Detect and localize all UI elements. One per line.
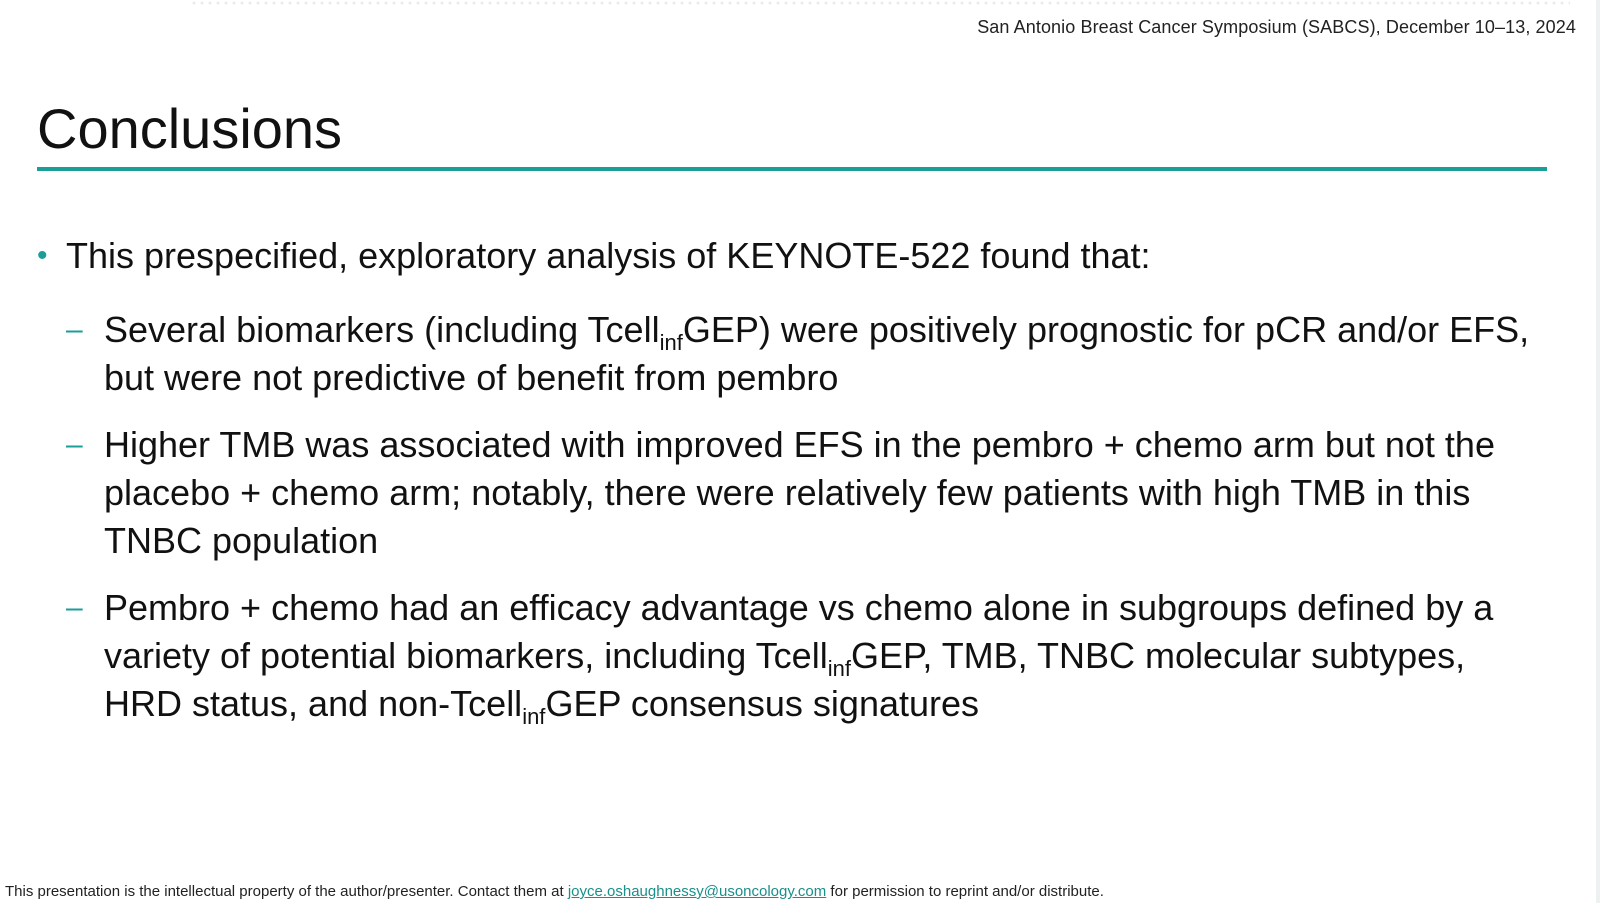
dash-icon: –	[66, 313, 83, 346]
contact-email-link[interactable]: joyce.oshaughnessy@usoncology.com	[567, 883, 827, 900]
sub-bullet-1-text-b: GEP) were positively prognostic for pCR and/or EFS, but were not predictive of benefit from pembro	[104, 309, 1530, 398]
dash-icon: –	[66, 428, 83, 461]
subscript-inf: inf	[827, 656, 851, 681]
sub-bullet-1	[66, 306, 1547, 402]
title-divider	[37, 167, 1547, 171]
sub-bullet-3-text-b: GEP, TMB, TNBC molecular subtypes, HRD status, and non-Tcell	[104, 635, 1466, 724]
dash-icon: –	[66, 591, 83, 624]
sub-bullet-3-text-a: Pembro + chemo had an efficacy advantage vs chemo alone in subgroups defined by a variety of potential biomarkers, including Tcell	[104, 587, 1494, 676]
slide-title: Conclusions	[37, 97, 343, 160]
top-dotted-border	[190, 0, 1570, 6]
conference-label: San Antonio Breast Cancer Symposium (SABCS), December 10–13, 2024	[977, 17, 1576, 37]
sub-bullet-3-text-c: GEP consensus signatures	[545, 683, 980, 724]
right-edge-border	[1596, 0, 1600, 903]
sub-bullet-3-text	[104, 584, 1547, 728]
footer-notice	[5, 883, 1104, 900]
bullet-dot-icon: •	[37, 239, 48, 272]
subscript-inf: inf	[522, 704, 546, 729]
subscript-inf: inf	[659, 330, 683, 355]
main-bullet-text: This prespecified, exploratory analysis of KEYNOTE-522 found that:	[66, 235, 1151, 276]
sub-bullet-1-text-a: Several biomarkers (including Tcell	[104, 309, 660, 350]
sub-bullet-2	[66, 421, 1547, 565]
footer-text-after: for permission to reprint and/or distribute.	[826, 883, 1104, 900]
sub-bullet-1-text	[104, 306, 1547, 402]
sub-bullet-2-text: Higher TMB was associated with improved EFS in the pembro + chemo arm but not the placebo + chemo arm; notably, there were relatively few patients with high TMB in this TNBC population	[104, 424, 1495, 561]
footer-text-before: This presentation is the intellectual property of the author/presenter. Contact them at	[5, 883, 568, 900]
sub-bullet-3	[66, 584, 1547, 728]
sub-bullet-list	[37, 306, 1547, 728]
slide-content	[37, 232, 1547, 747]
main-bullet	[37, 232, 1547, 280]
